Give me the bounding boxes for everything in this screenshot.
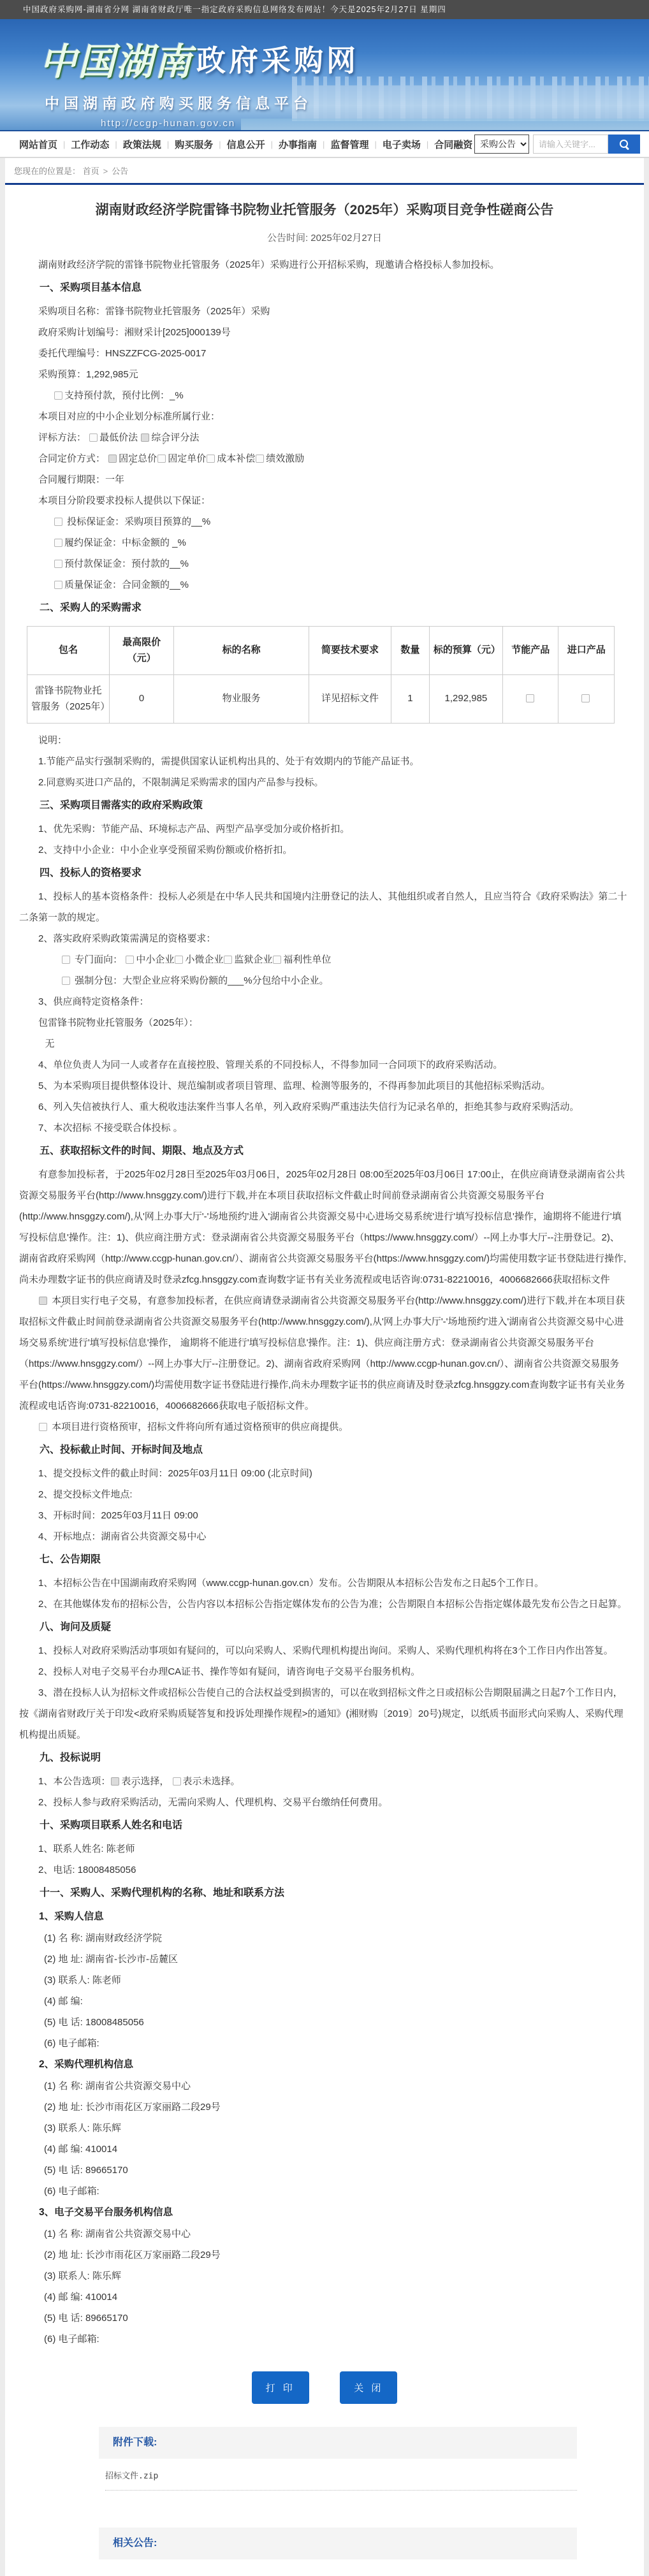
nav-separator: | — [270, 139, 273, 149]
nav-separator: | — [323, 139, 325, 149]
checkbox-unchecked-icon — [39, 1423, 47, 1431]
paragraph: 专门面向： 中小企业 小微企业 监狱企业 福利性单位 — [19, 949, 627, 970]
page-title: 湖南财政经济学院雷锋书院物业托管服务（2025年）采购项目竞争性磋商公告 — [95, 203, 554, 217]
table-header-cell: 进口产品 — [558, 626, 615, 674]
checkbox-unchecked-icon — [273, 956, 281, 964]
paragraph: 2、支持中小企业：中小企业享受预留采购份额或价格折扣。 — [38, 844, 293, 855]
related-announcements-section — [99, 2528, 577, 2559]
paragraph: 2、提交投标文件地点: — [38, 1488, 133, 1500]
checkbox-unchecked-icon — [173, 1777, 181, 1786]
table-row — [27, 674, 615, 723]
section-heading: 五、获取招标文件的时间、期限、地点及方式 — [40, 1145, 244, 1156]
nav-item-6[interactable]: 监督管理 — [330, 139, 369, 150]
search-category-select[interactable] — [474, 135, 529, 154]
nav-separator: | — [166, 139, 170, 149]
nav-separator: | — [374, 139, 377, 149]
paragraph: (4) 邮 编: — [44, 1995, 83, 2007]
nav-item-4[interactable]: 信息公开 — [226, 139, 265, 150]
paragraph: 1、投标人对政府采购活动事项如有疑问的，可以向采购人、采购代理机构提出询问。采购人、采购代理机构将在3个工作日内作出答复。 — [38, 1645, 613, 1656]
section-heading: 一、采购项目基本信息 — [40, 282, 142, 293]
paragraph: (6) 电子邮箱: — [44, 2037, 99, 2049]
paragraph: 支持预付款，预付比例：_% — [19, 385, 627, 406]
section-heading: 七、公告期限 — [40, 1554, 101, 1565]
paragraph: 湖南财政经济学院的雷锋书院物业托管服务（2025年）采购进行公开招标采购，现邀请合格投标人参加投标。 — [38, 259, 500, 270]
search-input[interactable] — [533, 135, 608, 154]
checkbox-unchecked-icon — [581, 694, 590, 702]
paragraph: (3) 联系人: 陈乐辉 — [44, 2122, 121, 2134]
attachment-file-link-0[interactable]: 招标文件.zip — [105, 2469, 577, 2491]
publish-time: 公告时间: 2025年02月27日 — [266, 232, 383, 244]
checkbox-unchecked-icon — [126, 956, 134, 964]
table-cell: 物业服务 — [174, 674, 309, 723]
site-subtitle: 中国湖南政府购买服务信息平台 — [45, 95, 312, 112]
checkbox-unchecked-icon — [526, 694, 534, 702]
search-button[interactable] — [608, 135, 640, 154]
section-heading: 八、询问及质疑 — [40, 1621, 112, 1633]
breadcrumb-separator: > — [103, 166, 108, 176]
checkbox-unchecked-icon — [54, 581, 62, 589]
paragraph: 1、联系人姓名: 陈老师 — [38, 1843, 135, 1854]
paragraph: 1、投标人的基本资格条件：投标人必须是在中华人民共和国境内注册登记的法人、其他组织或者自然人，且应当符合《政府采购法》第二十二条第一款的规定。 — [19, 891, 627, 923]
paragraph: (2) 地 址: 湖南省-长沙市-岳麓区 — [44, 1953, 178, 1965]
section-heading: 二、采购人的采购需求 — [40, 602, 142, 613]
paragraph: 委托代理编号：HNSZZFCG-2025-0017 — [38, 347, 207, 359]
nav-item-1[interactable]: 工作动态 — [71, 139, 110, 150]
paragraph: (2) 地 址: 长沙市雨花区万家丽路二段29号 — [44, 2101, 221, 2113]
paragraph: 2.同意购买进口产品的，不限制满足采购需求的国内产品参与投标。 — [38, 776, 324, 788]
paragraph: 2、电话: 18008485056 — [38, 1864, 136, 1875]
nav-item-3[interactable]: 购买服务 — [175, 139, 214, 150]
logo-calligraphy-text: 中国湖南 — [40, 40, 193, 84]
topbar — [0, 0, 649, 19]
paragraph: 包雷锋书院物业托管服务（2025年）： — [38, 1017, 198, 1028]
checkbox-checked-icon — [141, 433, 149, 442]
paragraph: (5) 电 话: 18008485056 — [44, 2016, 144, 2028]
checkbox-unchecked-icon — [175, 956, 183, 964]
breadcrumb-prefix: 您现在的位置是： — [14, 166, 81, 176]
main-navigation — [0, 131, 649, 158]
nav-separator: | — [115, 139, 117, 149]
paragraph: 2、在其他媒体发布的招标公告，公告内容以本招标公告指定媒体发布的公告为准；公告期限自本招标公告指定媒体最先发布公告之日起算。 — [38, 1598, 627, 1610]
checkbox-checked-icon — [111, 1777, 119, 1786]
checkbox-unchecked-icon — [256, 455, 264, 463]
checkbox-unchecked-icon — [54, 539, 62, 547]
paragraph: 合同履行期限：一年 — [38, 474, 125, 485]
section-heading: 1、采购人信息 — [39, 1910, 104, 1922]
paragraph: 1.节能产品实行强制采购的，需提供国家认证机构出具的、处于有效期内的节能产品证书。 — [38, 755, 419, 767]
paragraph: 强制分包：大型企业应将采购份额的___%分包给中小企业。 — [19, 970, 627, 991]
table-header-cell: 简要技术要求 — [309, 626, 391, 674]
paragraph: (4) 邮 编: 410014 — [44, 2291, 118, 2303]
section-heading: 四、投标人的资格要求 — [40, 867, 142, 878]
nav-separator: | — [426, 139, 429, 149]
search-icon — [619, 139, 629, 149]
table-header-cell: 数量 — [391, 626, 430, 674]
table-header-cell: 包名 — [27, 626, 110, 674]
paragraph: (5) 电 话: 89665170 — [44, 2164, 128, 2176]
table-cell — [558, 674, 615, 723]
section-heading: 2、采购代理机构信息 — [39, 2058, 134, 2070]
paragraph: 1、本公告选项： ✓ 表示选择， 表示未选择。 — [19, 1771, 627, 1792]
paragraph: 6、列入失信被执行人、重大税收违法案件当事人名单，列入政府采购严重违法失信行为记录名单的，拒绝其参与政府采购活动。 — [38, 1101, 580, 1112]
paragraph: ✓ 本项目实行电子交易，有意参加投标者，在供应商请登录湖南省公共资源交易服务平台(http://www.hnsggzy.com/)进行下载,并在本项目获取招标文件截止时间前登录湖南省公共资源交易服务平台(http://www.hnsggzy.com/),从'网上办事大厅'-'场地预约'进入'湖南省公共资源交易中心进场交易系统'进行'填写投标信息'操作， 逾期将不能进行'填写投标信息'操作。注：1)、供应商注册方式：登录湖南省公共资源交易服务平台（https://www.hnsggzy.com/）--网上办事大厅--注册登记。2)、湖南省政府采购网（http://www.ccgp-hunan.gov.cn/）、湖南省公共资源交易服务平台(https://www.hnsggzy.com/)均需使用数字证书登陆进行操作,尚未办理数字证书的供应商请及时登录zfcg.hnsggzy.com查询数字证书有关业务流程或电话咨询:0731-82210016，4006682666获取电子版招标文件。 — [19, 1290, 627, 1416]
paragraph: 4、单位负责人为同一人或者存在直接控股、管理关系的不同投标人，不得参加同一合同项下的政府采购活动。 — [38, 1059, 503, 1070]
paragraph: (1) 名 称: 湖南省公共资源交易中心 — [44, 2080, 191, 2092]
breadcrumb-link-0[interactable]: 首页 — [82, 166, 99, 176]
attachments-header: 附件下载: — [99, 2427, 577, 2459]
nav-separator: | — [219, 139, 221, 149]
breadcrumb — [5, 158, 644, 183]
table-cell: 1 — [391, 674, 430, 723]
paragraph: 政府采购计划编号：湘财采计[2025]000139号 — [38, 326, 231, 338]
paragraph: 2、投标人对电子交易平台办理CA证书、操作等如有疑问，请咨询电子交易平台服务机构。 — [38, 1666, 421, 1677]
paragraph: (3) 联系人: 陈乐辉 — [44, 2270, 121, 2281]
checkbox-checked-icon — [39, 1297, 47, 1305]
attachments-section — [99, 2427, 577, 2491]
paragraph: (1) 名 称: 湖南省公共资源交易中心 — [44, 2228, 191, 2239]
section-heading: 十、采购项目联系人姓名和电话 — [40, 1819, 183, 1831]
paragraph: 4、开标地点：湖南省公共资源交易中心 — [38, 1531, 207, 1542]
print-button[interactable]: 打 印 — [252, 2371, 309, 2404]
article-body — [5, 248, 644, 2350]
nav-items — [19, 138, 474, 151]
paragraph: (2) 地 址: 长沙市雨花区万家丽路二段29号 — [44, 2249, 221, 2260]
paragraph: 2、投标人参与政府采购活动，无需向采购人、代理机构、交易平台缴纳任何费用。 — [38, 1796, 388, 1808]
paragraph: 预付款保证金：预付款的__% — [19, 553, 627, 574]
paragraph: 评标方法： 最低价法 ✓综合评分法 — [19, 427, 627, 448]
section-heading: 九、投标说明 — [40, 1752, 101, 1763]
section-heading: 十一、采购人、采购代理机构的名称、地址和联系方法 — [40, 1887, 285, 1898]
table-cell: 详见招标文件 — [309, 674, 391, 723]
checkbox-unchecked-icon — [89, 433, 98, 442]
nav-item-0[interactable]: 网站首页 — [19, 139, 58, 150]
paragraph: (5) 电 话: 89665170 — [44, 2312, 128, 2324]
paragraph: (6) 电子邮箱: — [44, 2185, 99, 2197]
paragraph: (3) 联系人: 陈老师 — [44, 1974, 121, 1986]
section-heading: 六、投标截止时间、开标时间及地点 — [40, 1444, 203, 1455]
close-button[interactable]: 关 闭 — [340, 2371, 397, 2404]
table-header-cell: 节能产品 — [502, 626, 558, 674]
paragraph: (6) 电子邮箱: — [44, 2333, 99, 2345]
table-cell — [502, 674, 558, 723]
paragraph: 3、潜在投标人认为招标文件或招标公告使自己的合法权益受到损害的，可以在收到招标文件之日或招标公告期限届满之日起7个工作日内，按《湖南省财政厅关于印发<政府采购质疑答复和投诉处理操作规程>的通知》(湘财购〔2019〕20号)规定，以纸质书面形式向采购人、采购代理机构提出质疑。 — [19, 1687, 623, 1740]
paragraph: 本项目进行资格预审，招标文件将向所有通过资格预审的供应商提供。 — [19, 1416, 627, 1437]
announcement-content — [5, 183, 644, 2576]
table-cell: 0 — [109, 674, 173, 723]
paragraph: 履约保证金：中标金额的 _% — [19, 532, 627, 553]
breadcrumb-link-1[interactable]: 公告 — [112, 166, 129, 176]
checkbox-unchecked-icon — [207, 455, 215, 463]
paragraph: 1、优先采购：节能产品、环境标志产品、两型产品享受加分或价格折扣。 — [38, 823, 350, 834]
checkbox-unchecked-icon — [54, 560, 62, 568]
paragraph: 本项目对应的中小企业划分标准所属行业： — [38, 411, 221, 422]
checkbox-unchecked-icon — [62, 977, 70, 985]
attachments-list — [99, 2469, 577, 2491]
checkbox-unchecked-icon — [54, 391, 62, 400]
nav-item-2[interactable]: 政策法规 — [122, 139, 161, 150]
paragraph: 无 — [45, 1038, 55, 1049]
action-buttons — [5, 2371, 644, 2404]
paragraph: (4) 邮 编: 410014 — [44, 2143, 118, 2155]
table-header-cell: 标的名称 — [174, 626, 309, 674]
paragraph: 本项目分阶段要求投标人提供以下保证： — [38, 495, 211, 506]
table-cell: 1,292,985 — [429, 674, 502, 723]
requirements-table — [27, 626, 615, 724]
paragraph: 1、提交投标文件的截止时间：2025年03月11日 09:00 (北京时间) — [38, 1467, 312, 1479]
logo-main-text: 政府采购网 — [196, 44, 360, 77]
checkbox-unchecked-icon — [157, 455, 166, 463]
table-header-cell: 最高限价（元） — [109, 626, 173, 674]
paragraph: 有意参加投标者，于2025年02月28日至2025年03月06日，2025年02月28日 08:00至2025年03月06日 17:00止，在供应商请登录湖南省公共资源交易服务平台(http://www.hnsggzy.com/)进行下载,并在本项目获取招标文件截止时间前登录湖南省公共资源交易服务平台(http://www.hnsggzy.com/),从'网上办事大厅'-'场地预约'进入'湖南省公共资源交易中心进场交易系统'进行'填写投标信息'操作，逾期将不能进行'填写投标信息'操作。注：1)、供应商注册方式：登录湖南省公共资源交易服务平台（https://www.hnsggzy.com/）--网上办事大厅--注册登记。2)、湖南省政府采购网（http://www.ccgp-hunan.gov.cn/）、湖南省公共资源交易服务平台(https://www.hnsggzy.com/)均需使用数字证书登陆进行操作,尚未办理数字证书的供应商请及时登录zfcg.hnsggzy.com查询数字证书有关业务流程或电话咨询:0731-82210016，4006682666获取招标文件 — [19, 1168, 627, 1285]
paragraph: 说明： — [38, 734, 68, 746]
paragraph: 质量保证金：合同金额的__% — [19, 574, 627, 595]
breadcrumb-links — [83, 166, 129, 176]
paragraph: 7、本次招标 不接受联合体投标 。 — [38, 1122, 183, 1133]
checkbox-checked-icon — [108, 455, 117, 463]
search-box — [474, 135, 640, 154]
site-url: http://ccgp-hunan.gov.cn — [101, 118, 236, 129]
paragraph: 采购预算：1,292,985元 — [38, 368, 138, 380]
paragraph: 采购项目名称：雷锋书院物业托管服务（2025年）采购 — [38, 305, 270, 317]
paragraph: 3、开标时间：2025年03月11日 09:00 — [38, 1510, 198, 1521]
nav-item-5[interactable]: 办事指南 — [279, 139, 317, 150]
nav-item-8[interactable]: 合同融资 — [434, 139, 473, 150]
paragraph: 2、落实政府采购政策需满足的资格要求： — [38, 933, 216, 944]
section-heading: 3、电子交易平台服务机构信息 — [39, 2206, 173, 2218]
checkbox-unchecked-icon — [224, 956, 232, 964]
checkbox-unchecked-icon — [54, 518, 62, 526]
paragraph: 3、供应商特定资格条件： — [38, 996, 149, 1007]
table-cell: 雷锋书院物业托管服务（2025年） — [27, 674, 110, 723]
paragraph: 投标保证金：采购项目预算的__% — [19, 511, 627, 532]
related-announcements-header: 相关公告: — [99, 2528, 577, 2559]
table-header-cell: 标的预算（元） — [429, 626, 502, 674]
paragraph: 5、为本采购项目提供整体设计、规范编制或者项目管理、监理、检测等服务的，不得再参加此项目的其他招标采购活动。 — [38, 1080, 551, 1091]
banner-image — [0, 19, 649, 131]
site-logo — [40, 32, 649, 85]
paragraph: 合同定价方式： ✓固定总价 固定单价 成本补偿 绩效激励 — [19, 448, 627, 469]
section-heading: 三、采购项目需落实的政府采购政策 — [40, 799, 203, 811]
paragraph: 1、本招标公告在中国湖南政府采购网（www.ccgp-hunan.gov.cn）发布。公告期限从本招标公告发布之日起5个工作日。 — [38, 1577, 544, 1589]
nav-item-7[interactable]: 电子卖场 — [382, 139, 421, 150]
topbar-text: 中国政府采购网-湖南省分网 湖南省财政厅唯一指定政府采购信息网络发布网站！今天是2025年2月27日 星期四 — [23, 5, 446, 14]
nav-separator: | — [63, 139, 66, 149]
paragraph: (1) 名 称: 湖南财政经济学院 — [44, 1932, 163, 1944]
checkbox-unchecked-icon — [62, 956, 70, 964]
